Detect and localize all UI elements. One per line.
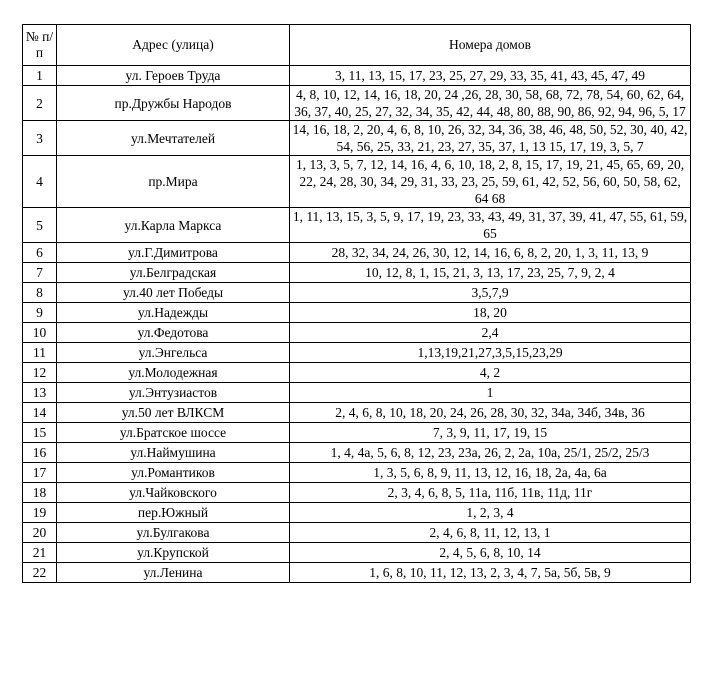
row-number: 3	[23, 121, 57, 156]
table-row	[23, 423, 691, 443]
table-row	[23, 383, 691, 403]
row-houses: 1, 11, 13, 15, 3, 5, 9, 17, 19, 23, 33, 43, 49, 31, 37, 39, 41, 47, 55, 61, 59, 65	[290, 208, 691, 243]
table-row	[23, 121, 691, 156]
header-street: Адрес (улица)	[57, 25, 290, 66]
row-number: 10	[23, 323, 57, 343]
row-houses: 2, 4, 6, 8, 11, 12, 13, 1	[290, 523, 691, 543]
table-row	[23, 243, 691, 263]
row-number: 11	[23, 343, 57, 363]
row-houses: 1, 4, 4а, 5, 6, 8, 12, 23, 23а, 26, 2, 2а, 10а, 25/1, 25/2, 25/3	[290, 443, 691, 463]
row-houses: 1, 6, 8, 10, 11, 12, 13, 2, 3, 4, 7, 5а, 5б, 5в, 9	[290, 563, 691, 583]
row-number: 16	[23, 443, 57, 463]
row-street: ул.Романтиков	[57, 463, 290, 483]
row-number: 15	[23, 423, 57, 443]
row-number: 8	[23, 283, 57, 303]
table-row	[23, 156, 691, 208]
table-row	[23, 463, 691, 483]
table-row	[23, 363, 691, 383]
row-houses: 7, 3, 9, 11, 17, 19, 15	[290, 423, 691, 443]
row-houses: 3,5,7,9	[290, 283, 691, 303]
row-houses: 10, 12, 8, 1, 15, 21, 3, 13, 17, 23, 25, 7, 9, 2, 4	[290, 263, 691, 283]
row-number: 12	[23, 363, 57, 383]
row-street: ул.Мечтателей	[57, 121, 290, 156]
row-houses: 3, 11, 13, 15, 17, 23, 25, 27, 29, 33, 35, 41, 43, 45, 47, 49	[290, 66, 691, 86]
row-street: ул.Ленина	[57, 563, 290, 583]
row-houses: 2,4	[290, 323, 691, 343]
row-street: ул.50 лет ВЛКСМ	[57, 403, 290, 423]
table-row	[23, 208, 691, 243]
row-number: 2	[23, 86, 57, 121]
table-row	[23, 403, 691, 423]
row-houses: 4, 2	[290, 363, 691, 383]
table-row	[23, 303, 691, 323]
row-houses: 1,13,19,21,27,3,5,15,23,29	[290, 343, 691, 363]
row-number: 13	[23, 383, 57, 403]
table-row	[23, 443, 691, 463]
row-street: пер.Южный	[57, 503, 290, 523]
row-street: ул.Братское шоссе	[57, 423, 290, 443]
table-row	[23, 483, 691, 503]
table-row	[23, 283, 691, 303]
row-houses: 1, 13, 3, 5, 7, 12, 14, 16, 4, 6, 10, 18, 2, 8, 15, 17, 19, 21, 45, 65, 69, 20, 22, 24, 28, 30, 34, 29, 31, 33, 23, 25, 59, 61, 42, 52, 56, 60, 50, 58, 62, 64 68	[290, 156, 691, 208]
table-row	[23, 523, 691, 543]
address-table	[22, 24, 691, 583]
table-row	[23, 86, 691, 121]
row-street: ул.Энтузиастов	[57, 383, 290, 403]
row-houses: 14, 16, 18, 2, 20, 4, 6, 8, 10, 26, 32, 34, 36, 38, 46, 48, 50, 52, 30, 40, 42, 54, 56, 25, 33, 21, 23, 27, 35, 37, 1, 13 15, 17, 19, 3, 5, 7	[290, 121, 691, 156]
row-street: ул.Надежды	[57, 303, 290, 323]
row-houses: 1	[290, 383, 691, 403]
header-houses: Номера домов	[290, 25, 691, 66]
row-street: ул.Булгакова	[57, 523, 290, 543]
row-street: ул.Наймушина	[57, 443, 290, 463]
row-street: ул.Карла Маркса	[57, 208, 290, 243]
row-houses: 1, 2, 3, 4	[290, 503, 691, 523]
table-header-row	[23, 25, 691, 66]
row-number: 5	[23, 208, 57, 243]
row-street: ул.Белградская	[57, 263, 290, 283]
row-number: 1	[23, 66, 57, 86]
row-street: пр.Дружбы Народов	[57, 86, 290, 121]
row-number: 21	[23, 543, 57, 563]
row-street: ул.40 лет Победы	[57, 283, 290, 303]
row-number: 22	[23, 563, 57, 583]
row-street: ул.Г.Димитрова	[57, 243, 290, 263]
row-houses: 4, 8, 10, 12, 14, 16, 18, 20, 24 ,26, 28, 30, 58, 68, 72, 78, 54, 60, 62, 64, 36, 37, 40, 25, 27, 32, 34, 35, 42, 44, 48, 80, 88, 90, 86, 92, 94, 96, 5, 17	[290, 86, 691, 121]
table-row	[23, 66, 691, 86]
row-number: 14	[23, 403, 57, 423]
table-row	[23, 343, 691, 363]
row-number: 4	[23, 156, 57, 208]
table-row	[23, 323, 691, 343]
row-houses: 2, 4, 5, 6, 8, 10, 14	[290, 543, 691, 563]
row-number: 19	[23, 503, 57, 523]
row-number: 7	[23, 263, 57, 283]
table-row	[23, 543, 691, 563]
row-street: ул.Крупской	[57, 543, 290, 563]
row-houses: 2, 4, 6, 8, 10, 18, 20, 24, 26, 28, 30, 32, 34а, 34б, 34в, 36	[290, 403, 691, 423]
row-street: ул.Энгельса	[57, 343, 290, 363]
row-street: пр.Мира	[57, 156, 290, 208]
table-row	[23, 563, 691, 583]
table-row	[23, 503, 691, 523]
table-row	[23, 263, 691, 283]
row-houses: 2, 3, 4, 6, 8, 5, 11а, 11б, 11в, 11д, 11г	[290, 483, 691, 503]
row-number: 6	[23, 243, 57, 263]
row-houses: 18, 20	[290, 303, 691, 323]
header-number: № п/п	[23, 25, 57, 66]
row-number: 18	[23, 483, 57, 503]
row-houses: 1, 3, 5, 6, 8, 9, 11, 13, 12, 16, 18, 2а, 4а, 6а	[290, 463, 691, 483]
row-number: 9	[23, 303, 57, 323]
row-number: 20	[23, 523, 57, 543]
row-street: ул.Чайковского	[57, 483, 290, 503]
row-houses: 28, 32, 34, 24, 26, 30, 12, 14, 16, 6, 8, 2, 20, 1, 3, 11, 13, 9	[290, 243, 691, 263]
row-street: ул.Федотова	[57, 323, 290, 343]
row-number: 17	[23, 463, 57, 483]
row-street: ул. Героев Труда	[57, 66, 290, 86]
row-street: ул.Молодежная	[57, 363, 290, 383]
